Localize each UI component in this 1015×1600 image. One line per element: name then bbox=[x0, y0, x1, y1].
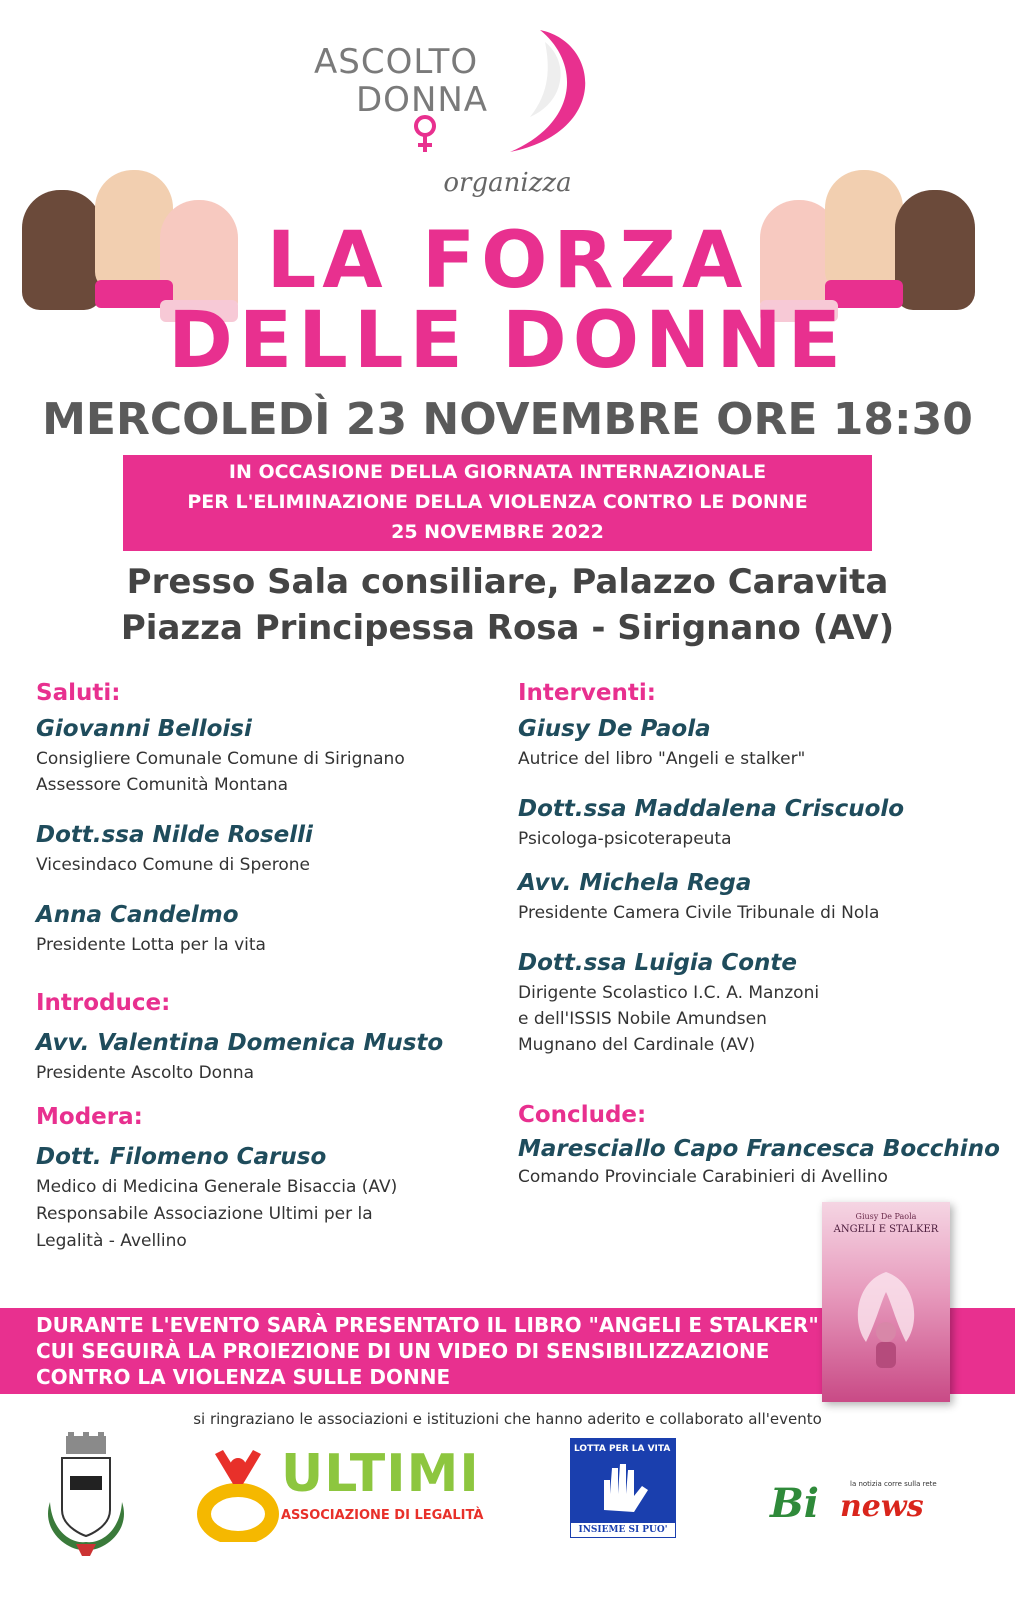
speaker-role: Comando Provinciale Carabinieri di Avellino bbox=[518, 1167, 888, 1187]
ultimi-wordmark: ULTIMI bbox=[281, 1444, 480, 1504]
sirignano-coat-of-arms-icon bbox=[40, 1432, 132, 1562]
ultimi-person-icon bbox=[195, 1444, 281, 1542]
speaker-role: Assessore Comunità Montana bbox=[36, 775, 289, 795]
organizza-label: organizza bbox=[443, 168, 572, 198]
ultimi-subtitle: ASSOCIAZIONE DI LEGALITÀ bbox=[281, 1508, 484, 1523]
speaker-role: Mugnano del Cardinale (AV) bbox=[518, 1035, 756, 1055]
speaker-role: e dell'ISSIS Nobile Amundsen bbox=[518, 1009, 767, 1029]
event-date: MERCOLEDÌ 23 NOVEMBRE ORE 18:30 bbox=[42, 394, 973, 445]
lotta-subtitle: INSIEME SI PUO' bbox=[570, 1522, 676, 1538]
speaker-role: Dirigente Scolastico I.C. A. Manzoni bbox=[518, 983, 820, 1003]
banner-line1: DURANTE L'EVENTO SARÀ PRESENTATO IL LIBRO "ANGELI E STALKER" bbox=[36, 1313, 819, 1337]
occasion-line2: PER L'ELIMINAZIONE DELLA VIOLENZA CONTRO LE DONNE bbox=[187, 491, 808, 513]
speaker-name: Dott.ssa Maddalena Criscuolo bbox=[518, 796, 905, 822]
conclude-heading: Conclude: bbox=[518, 1102, 647, 1128]
female-symbol-icon bbox=[412, 114, 438, 154]
thanks-note: si ringraziano le associazioni e istituzioni che hanno aderito e collaborato all'evento bbox=[193, 1410, 822, 1428]
venue-line2: Piazza Principessa Rosa - Sirignano (AV) bbox=[120, 608, 895, 648]
speaker-name: Maresciallo Capo Francesca Bocchino bbox=[518, 1136, 1000, 1162]
speaker-name: Anna Candelmo bbox=[36, 902, 239, 928]
event-title-line1: LA FORZA bbox=[266, 216, 749, 306]
speaker-role: Presidente Ascolto Donna bbox=[36, 1063, 255, 1083]
speaker-role: Presidente Lotta per la vita bbox=[36, 935, 266, 955]
logo-word-donna: DONNA bbox=[356, 80, 489, 120]
introduce-heading: Introduce: bbox=[36, 990, 171, 1016]
speaker-name: Avv. Valentina Domenica Musto bbox=[36, 1030, 444, 1056]
speaker-name: Dott. Filomeno Caruso bbox=[36, 1144, 327, 1170]
angel-illustration bbox=[846, 1262, 926, 1372]
modera-heading: Modera: bbox=[36, 1104, 143, 1130]
logo-crescent-icon bbox=[470, 22, 610, 162]
occasion-banner bbox=[123, 455, 872, 551]
news-tagline: la notizia corre sulla rete bbox=[850, 1480, 937, 1488]
book-author: Giusy De Paola bbox=[855, 1212, 917, 1221]
occasion-line3: 25 NOVEMBRE 2022 bbox=[391, 521, 604, 543]
ultimi-logo bbox=[195, 1444, 485, 1544]
book-presentation-text bbox=[36, 1312, 819, 1390]
occasion-line1: IN OCCASIONE DELLA GIORNATA INTERNAZIONALE bbox=[228, 461, 767, 483]
speaker-role: Presidente Camera Civile Tribunale di Nola bbox=[518, 903, 880, 923]
speaker-name: Dott.ssa Nilde Roselli bbox=[36, 822, 313, 848]
speaker-role: Vicesindaco Comune di Sperone bbox=[36, 855, 310, 875]
ascolto-donna-logo bbox=[300, 22, 620, 162]
speaker-name: Giusy De Paola bbox=[518, 716, 711, 742]
bi-news-logo bbox=[770, 1480, 940, 1540]
speaker-role: Medico di Medicina Generale Bisaccia (AV) bbox=[36, 1177, 398, 1197]
speaker-role: Autrice del libro "Angeli e stalker" bbox=[518, 749, 806, 769]
speaker-role: Psicologa-psicoterapeuta bbox=[518, 829, 732, 849]
speaker-name: Avv. Michela Rega bbox=[518, 870, 752, 896]
event-title-line2: DELLE DONNE bbox=[168, 296, 847, 386]
banner-line2: CUI SEGUIRÀ LA PROIEZIONE DI UN VIDEO DI SENSIBILIZZAZIONE bbox=[36, 1339, 770, 1363]
venue-line1: Presso Sala consiliare, Palazzo Caravita bbox=[126, 562, 889, 602]
book-title: ANGELI E STALKER bbox=[833, 1224, 939, 1235]
speaker-role: Responsabile Associazione Ultimi per la bbox=[36, 1204, 373, 1224]
speaker-role: Legalità - Avellino bbox=[36, 1231, 187, 1251]
speaker-role: Consigliere Comunale Comune di Sirignano bbox=[36, 749, 405, 769]
news-letters: Bi bbox=[770, 1480, 820, 1527]
speaker-name: Dott.ssa Luigia Conte bbox=[518, 950, 797, 976]
book-cover bbox=[822, 1202, 950, 1402]
logo-word-ascolto: ASCOLTO bbox=[314, 42, 479, 82]
hands-icon bbox=[594, 1460, 654, 1516]
news-wordmark: news bbox=[840, 1489, 924, 1524]
banner-line3: CONTRO LA VIOLENZA SULLE DONNE bbox=[36, 1365, 451, 1389]
lotta-per-la-vita-logo bbox=[570, 1438, 676, 1538]
speaker-name: Giovanni Belloisi bbox=[36, 716, 252, 742]
interventi-heading: Interventi: bbox=[518, 680, 656, 706]
saluti-heading: Saluti: bbox=[36, 680, 121, 706]
lotta-title: LOTTA PER LA VITA bbox=[574, 1444, 671, 1454]
